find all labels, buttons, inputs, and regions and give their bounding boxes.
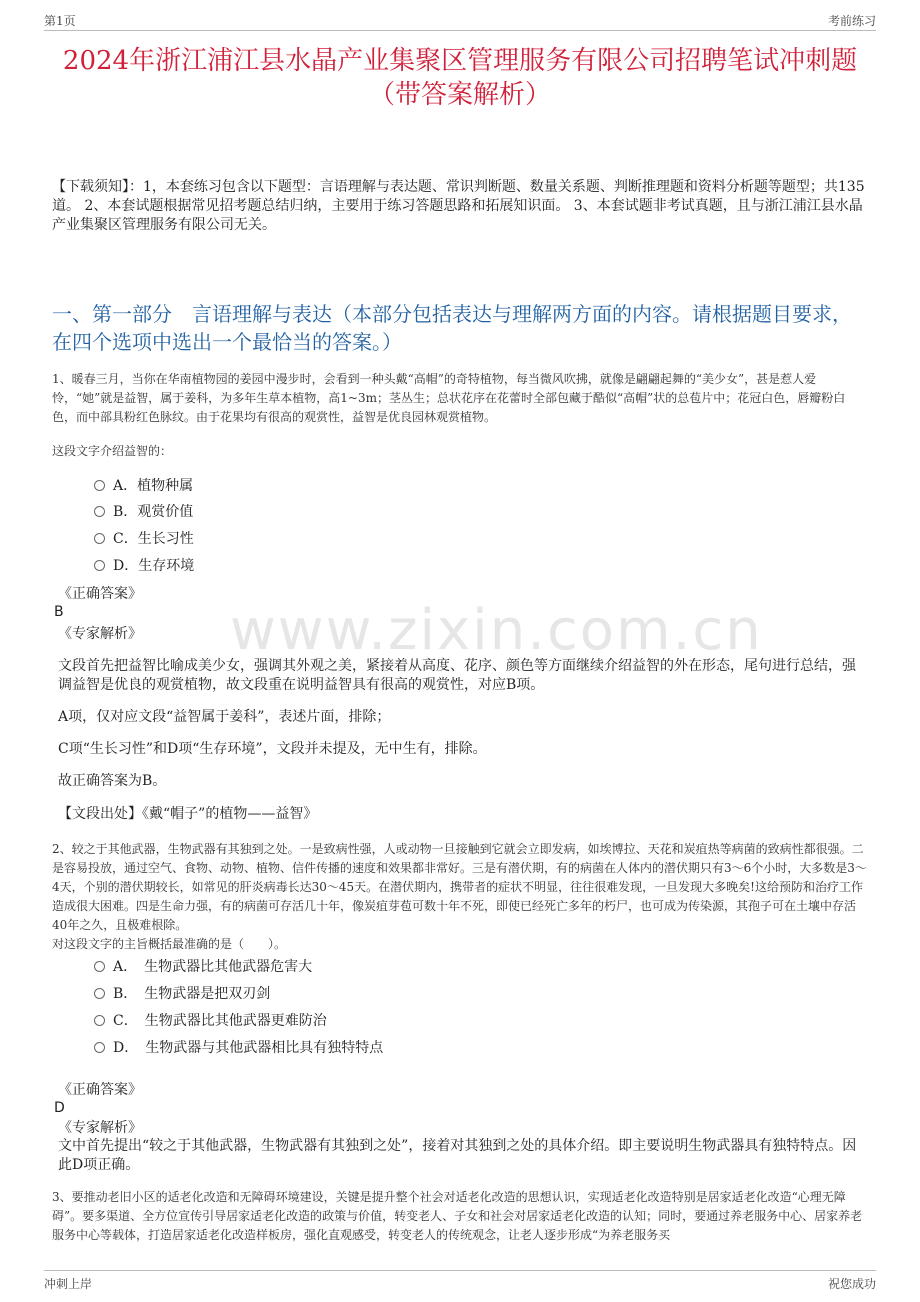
radio-icon[interactable]: [94, 1015, 105, 1026]
q1-analysis-para-3: C项“生长习性”和D项“生存环境”，文段并未提及，无中生有，排除。: [58, 741, 487, 757]
radio-icon[interactable]: [94, 988, 105, 999]
question-2-text: 2、较之于其他武器，生物武器有其独到之处。一是致病性强，人或动物一旦接触到它就会立即发病，如埃博拉、天花和炭疽热等病菌的致病性都很强。二是容易投放，通过空气、食物、动物、植物、信件传播的速度和效果都非常好。三是有潜伏期，有的病菌在人体内的潜伏期只有3～6个小时，大多数是3～4天，个别的潜伏期较长，如常见的肝炎病毒长达30～45天。在潜伏期内，携带者的症状不明显，往往很难发现，一旦发现大多晚矣!这给预防和治疗工作造成很大困难。四是生命力强，有的病菌可存活几十年，像炭疽芽苞可数十年不死，即使已经死亡多年的朽尸，也可成为传染源，其孢子可在土壤中存活40年之久，且极难根除。: [52, 842, 867, 932]
q2-analysis: 文中首先提出“较之于其他武器，生物武器有其独到之处”，接着对其独到之处的具体介绍。即主要说明生物武器具有独特特点。因此D项正确。: [58, 1138, 857, 1173]
q2-answer: D: [54, 1100, 65, 1116]
q1-option-a[interactable]: A．植物种属: [94, 477, 193, 495]
q1-analysis-para-1: 文段首先把益智比喻成美少女，强调其外观之美，紧接着从高度、花序、颜色等方面继续介绍益智的外在形态，尾句进行总结，强调益智是优良的观赏植物，故文段重在说明益智具有很高的观赏性，对应B项。: [58, 658, 856, 693]
radio-icon[interactable]: [94, 533, 105, 544]
q1-option-b[interactable]: B．观赏价值: [94, 503, 193, 521]
download-notice: 【下载须知】：1，本套练习包含以下题型：言语理解与表达题、常识判断题、数量关系题、判断推理题和资料分析题等题型；共135道。 2、本套试题根据常见招考题总结归纳，主要用于练习答题思路和拓展知识面。 3、本套试题非考试真题，且与浙江浦江县水晶产业集聚区管理服务有限公司无关。: [52, 179, 865, 233]
q1-analysis-para-4: 故正确答案为B。: [58, 773, 167, 789]
radio-icon[interactable]: [94, 480, 105, 491]
section-title: 一、第一部分 言语理解与表达（本部分包括表达与理解两方面的内容。请根据题目要求，在四个选项中选出一个最恰当的答案。）: [52, 302, 852, 354]
question-1-prompt: 这段文字介绍益智的：: [52, 444, 173, 458]
q2-option-d[interactable]: D． 生物武器与其他武器相比具有独特特点: [94, 1039, 383, 1057]
question-2-prompt: 对这段文字的主旨概括最准确的是（ ）。: [52, 937, 287, 951]
header-tag: 考前练习: [827, 14, 876, 28]
q2-answer-label: 《正确答案》: [58, 1082, 142, 1098]
page-header: [44, 12, 876, 31]
radio-icon[interactable]: [94, 1042, 105, 1053]
page-footer: [44, 1270, 876, 1291]
q2-option-a[interactable]: A． 生物武器比其他武器危害大: [94, 958, 312, 976]
watermark: www.zixin.com.cn: [230, 598, 763, 663]
radio-icon[interactable]: [94, 560, 105, 571]
q1-analysis-label: 《专家解析》: [58, 626, 142, 642]
radio-icon[interactable]: [94, 506, 105, 517]
document-title: 2024年浙江浦江县水晶产业集聚区管理服务有限公司招聘笔试冲刺题（带答案解析）: [62, 46, 858, 110]
footer-left: 冲刺上岸: [44, 1277, 93, 1291]
q1-option-d[interactable]: D．生存环境: [94, 557, 194, 575]
question-3-text: 3、要推动老旧小区的适老化改造和无障碍环境建设，关键是提升整个社会对适老化改造的思想认识，实现适老化改造特别是居家适老化改造“心理无障碍”。要多渠道、全方位宣传引导居家适老化改造的政策与价值，转变老人、子女和社会对居家适老化改造的认知；同时，要通过养老服务中心、居家养老服务中心等载体，打造居家适老化改造样板房，强化直观感受，转变老人的传统观念，让老人逐步形成“为养老服务买: [52, 1190, 863, 1242]
q1-source: 【文段出处】《戴“帽子”的植物——益智》: [58, 806, 318, 822]
question-1-text: 1、暖春三月，当你在华南植物园的姜园中漫步时，会看到一种头戴“高帽”的奇特植物，每当微风吹拂，就像是翩翩起舞的“美少女”，甚是惹人爱怜，“她”就是益智，属于姜科，为多年生草本植物，高1~3m；茎丛生；总状花序在花蕾时全部包藏于酷似“高帽”状的总苞片中；花冠白色，唇瓣粉白色，而中部具粉红色脉纹。由于花果均有很高的观赏性，益智是优良园林观赏植物。: [52, 372, 846, 424]
footer-right: 祝您成功: [827, 1277, 876, 1291]
q2-analysis-label: 《专家解析》: [58, 1120, 142, 1136]
q2-option-b[interactable]: B． 生物武器是把双刃剑: [94, 985, 270, 1003]
page-number: 第1页: [44, 14, 76, 28]
q1-answer: B: [54, 604, 64, 620]
radio-icon[interactable]: [94, 961, 105, 972]
q2-option-c[interactable]: C． 生物武器比其他武器更难防治: [94, 1012, 327, 1030]
q1-analysis-para-2: A项，仅对应文段“益智属于姜科”，表述片面，排除；: [58, 709, 391, 725]
q1-option-c[interactable]: C．生长习性: [94, 530, 194, 548]
q1-answer-label: 《正确答案》: [58, 586, 142, 602]
